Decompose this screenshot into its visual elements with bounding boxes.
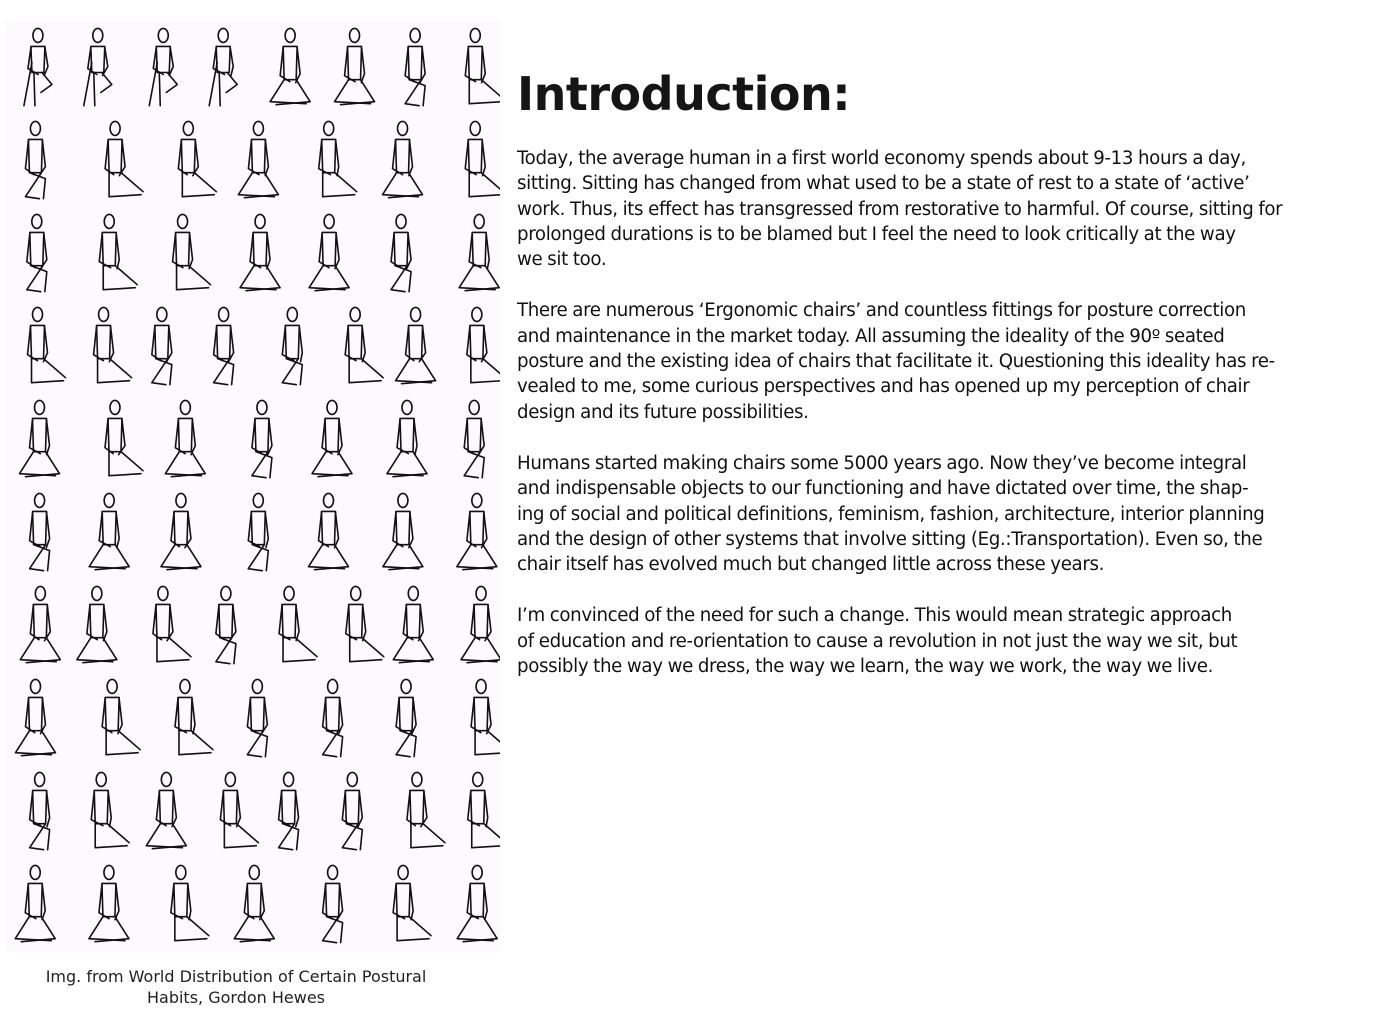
paragraph-3 [517, 451, 1397, 577]
posture-figure [464, 400, 484, 477]
posture-figure [89, 493, 129, 569]
posture-figure [391, 214, 411, 291]
caption-line: Img. from World Distribution of Certain Postural [45, 967, 427, 986]
posture-figure [468, 772, 500, 847]
posture-figure [457, 493, 497, 569]
posture-figure [24, 28, 52, 105]
paragraph-line: posture and the existing idea of chairs that facilitate it. Questioning this ideality has re- [517, 351, 1275, 373]
posture-figure [247, 679, 267, 756]
posture-figure [178, 121, 216, 196]
posture-figure [467, 307, 500, 382]
posture-figure [153, 586, 191, 661]
posture-figure [387, 400, 427, 476]
posture-figure [15, 679, 55, 755]
posture-figure [234, 865, 274, 941]
paragraph-line: Humans started making chairs some 5000 years ago. Now they’ve become integral [517, 452, 1247, 474]
posture-figure [240, 214, 280, 290]
posture-figure [252, 400, 272, 477]
posture-figure [461, 586, 500, 662]
posture-figure [99, 214, 137, 289]
posture-figure [77, 586, 117, 662]
posture-figure [393, 865, 431, 940]
paragraph-line: and indispensable objects to our functioning and have dictated over time, the shap- [517, 478, 1249, 500]
paragraph-line: work. Thus, its effect has transgressed from restorative to harmful. Of course, sitting for [517, 198, 1283, 220]
posture-figure [342, 772, 362, 849]
paragraph-line: chair itself has evolved much but changed little across these years. [517, 554, 1105, 576]
posture-figure [393, 586, 433, 662]
posture-figure [175, 679, 213, 754]
posture-figure [465, 28, 500, 103]
posture-figures-grid [6, 22, 500, 952]
posture-figure [407, 772, 445, 847]
posture-figure [238, 121, 278, 197]
paragraph-2 [517, 298, 1397, 424]
posture-figure [19, 400, 59, 476]
posture-figure [149, 28, 177, 105]
posture-figure [270, 28, 310, 104]
posture-figure [89, 865, 129, 941]
posture-figure [282, 307, 302, 384]
posture-figure [396, 307, 436, 383]
paragraph-line: of education and re-orientation to cause a revolution in not just the way we sit, but [517, 630, 1238, 652]
posture-figure [105, 121, 143, 196]
posture-figure [30, 493, 50, 570]
posture-figure [457, 865, 497, 941]
posture-figure [84, 28, 112, 105]
posture-figure [152, 307, 172, 384]
posture-figure [465, 121, 500, 196]
posture-figure [345, 307, 383, 382]
posture-figure [396, 679, 416, 756]
posture-figure [335, 28, 375, 104]
posture-figure [346, 586, 384, 661]
posture-figure [471, 679, 500, 754]
paragraph-line: sitting. Sitting has changed from what used to be a state of rest to a state of ‘active’ [517, 173, 1250, 195]
postural-habits-illustration [6, 22, 500, 952]
posture-figure [312, 400, 352, 476]
posture-figure [171, 865, 209, 940]
paragraph-line: we sit too. [517, 249, 607, 271]
paragraph-line: possibly the way we dress, the way we learn, the way we work, the way we live. [517, 656, 1214, 678]
posture-figure [309, 214, 349, 290]
paragraph-line: vealed to me, some curious perspectives and has opened up my perception of chair [517, 376, 1250, 398]
figure-caption [0, 966, 472, 1008]
posture-figure [216, 586, 236, 663]
posture-figure [30, 772, 50, 849]
paragraph-line: and maintenance in the market today. All assuming the ideality of the 90º seated [517, 325, 1225, 347]
posture-figure [279, 586, 317, 661]
paragraph-line: I’m convinced of the need for such a change. This would mean strategic approach [517, 605, 1232, 627]
paragraph-line: and the design of other systems that involve sitting (Eg.:Transportation). Even so, the [517, 528, 1263, 550]
paragraph-line: design and its future possibilities. [517, 401, 809, 423]
posture-figure [220, 772, 258, 847]
posture-figure [165, 400, 205, 476]
article [517, 64, 1397, 705]
posture-figure [105, 400, 143, 475]
article-body [517, 146, 1397, 679]
posture-figure [214, 307, 234, 384]
caption-line: Habits, Gordon Hewes [146, 988, 325, 1007]
posture-figure [94, 307, 132, 382]
posture-figure [323, 865, 343, 942]
posture-figure [308, 493, 348, 569]
paragraph-line: Today, the average human in a first world economy spends about 9-13 hours a day, [517, 148, 1246, 169]
posture-figure [459, 214, 499, 290]
posture-figure [27, 214, 47, 291]
paragraph-line: There are numerous ‘Ergonomic chairs’ and countless fittings for posture correction [517, 300, 1246, 322]
posture-figure [319, 121, 357, 196]
posture-figure [209, 28, 237, 105]
posture-figure [405, 28, 425, 105]
paragraph-line: ing of social and political definitions, feminism, fashion, architecture, interior planning [517, 503, 1265, 525]
posture-figure [146, 772, 186, 848]
paragraph-4 [517, 603, 1397, 679]
posture-figure [383, 493, 423, 569]
posture-figure [323, 679, 343, 756]
posture-figure [161, 493, 201, 569]
posture-figure [28, 307, 66, 382]
posture-figure [15, 865, 55, 941]
posture-figure [102, 679, 140, 754]
paragraph-1 [517, 146, 1397, 272]
posture-figure [173, 214, 211, 289]
page-title: Introduction: [517, 67, 851, 121]
paragraph-line: prolonged durations is to be blamed but I feel the need to look critically at the way [517, 223, 1236, 245]
posture-figure [20, 586, 60, 662]
posture-figure [248, 493, 268, 570]
posture-figure [91, 772, 129, 847]
posture-figure [279, 772, 299, 849]
posture-figure [25, 121, 45, 198]
posture-figure [383, 121, 423, 197]
